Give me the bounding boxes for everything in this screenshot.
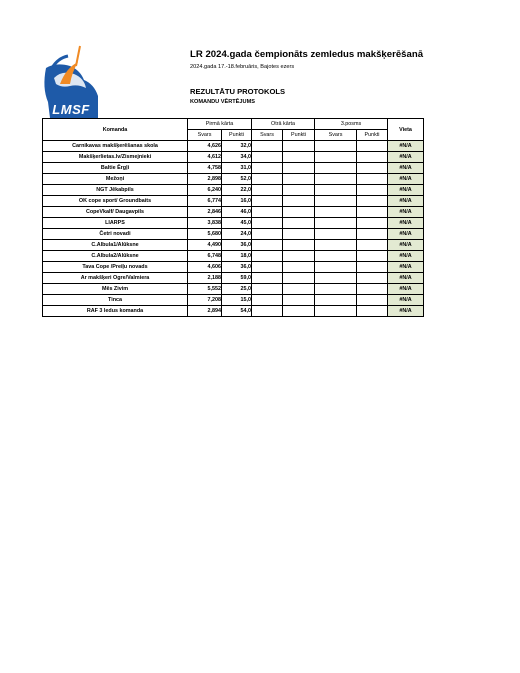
team-name-cell: C.Albula1/Alūksne <box>43 240 188 251</box>
round1-weight-cell: 6,240 <box>188 185 222 196</box>
table-row <box>43 196 424 207</box>
round3-weight-cell <box>315 251 357 262</box>
round2-points-cell <box>283 174 315 185</box>
team-name-cell: RAF 3 ledus komanda <box>43 306 188 317</box>
table-row <box>43 174 424 185</box>
place-cell: #N/A <box>388 240 424 251</box>
round1-points-cell: 22,0 <box>222 185 252 196</box>
round1-weight-cell: 6,748 <box>188 251 222 262</box>
round1-weight-cell: 2,894 <box>188 306 222 317</box>
round3-weight-cell <box>315 262 357 273</box>
round3-points-cell <box>357 240 388 251</box>
col-header-weight: Svars <box>188 130 222 141</box>
col-header-weight: Svars <box>252 130 283 141</box>
round3-points-cell <box>357 163 388 174</box>
place-cell: #N/A <box>388 196 424 207</box>
round2-weight-cell <box>252 163 283 174</box>
table-row <box>43 306 424 317</box>
round1-points-cell: 31,0 <box>222 163 252 174</box>
round3-weight-cell <box>315 174 357 185</box>
place-cell: #N/A <box>388 152 424 163</box>
event-date-location: 2024.gada 17.-18.februāris, Bajotes ezers <box>190 64 295 70</box>
round1-points-cell: 34,0 <box>222 152 252 163</box>
round3-weight-cell <box>315 273 357 284</box>
team-name-cell: Carnikavas makšķerēšanas skola <box>43 141 188 152</box>
place-cell: #N/A <box>388 306 424 317</box>
team-name-cell: Baltie Ērgļi <box>43 163 188 174</box>
col-header-weight: Svars <box>315 130 357 141</box>
team-name-cell: Četri novadi <box>43 229 188 240</box>
round2-points-cell <box>283 295 315 306</box>
team-name-cell: OK cope sport/ Groundbaits <box>43 196 188 207</box>
round3-points-cell <box>357 196 388 207</box>
team-name-cell: C.Albula2/Alūksne <box>43 251 188 262</box>
round3-weight-cell <box>315 218 357 229</box>
round3-weight-cell <box>315 163 357 174</box>
table-row <box>43 152 424 163</box>
round1-weight-cell: 7,208 <box>188 295 222 306</box>
col-header-place: Vieta <box>388 119 424 141</box>
round3-weight-cell <box>315 229 357 240</box>
col-header-points: Punkti <box>283 130 315 141</box>
round3-weight-cell <box>315 141 357 152</box>
round1-weight-cell: 2,188 <box>188 273 222 284</box>
round2-weight-cell <box>252 185 283 196</box>
table-row <box>43 163 424 174</box>
place-cell: #N/A <box>388 229 424 240</box>
round2-points-cell <box>283 284 315 295</box>
place-cell: #N/A <box>388 273 424 284</box>
round1-points-cell: 25,0 <box>222 284 252 295</box>
round3-points-cell <box>357 152 388 163</box>
round2-points-cell <box>283 185 315 196</box>
round2-weight-cell <box>252 174 283 185</box>
round2-points-cell <box>283 152 315 163</box>
round3-weight-cell <box>315 207 357 218</box>
round2-weight-cell <box>252 240 283 251</box>
round3-points-cell <box>357 251 388 262</box>
team-name-cell: Mežoņi <box>43 174 188 185</box>
round2-points-cell <box>283 273 315 284</box>
table-row <box>43 229 424 240</box>
table-row <box>43 240 424 251</box>
table-row <box>43 218 424 229</box>
place-cell: #N/A <box>388 174 424 185</box>
team-name-cell: Mēs Zivim <box>43 284 188 295</box>
round1-points-cell: 18,0 <box>222 251 252 262</box>
round1-weight-cell: 5,552 <box>188 284 222 295</box>
team-name-cell: Tava Cope /Preiļu novads <box>43 262 188 273</box>
round3-points-cell <box>357 306 388 317</box>
evaluation-heading: KOMANDU VĒRTĒJUMS <box>190 99 255 105</box>
round2-points-cell <box>283 218 315 229</box>
table-row <box>43 251 424 262</box>
table-row <box>43 141 424 152</box>
results-table <box>42 118 424 317</box>
round3-weight-cell <box>315 240 357 251</box>
round2-points-cell <box>283 229 315 240</box>
round1-points-cell: 15,0 <box>222 295 252 306</box>
round3-points-cell <box>357 273 388 284</box>
round1-points-cell: 52,0 <box>222 174 252 185</box>
round1-weight-cell: 4,490 <box>188 240 222 251</box>
round2-weight-cell <box>252 284 283 295</box>
round3-points-cell <box>357 207 388 218</box>
round1-points-cell: 46,0 <box>222 207 252 218</box>
round1-points-cell: 45,0 <box>222 218 252 229</box>
round1-points-cell: 54,0 <box>222 306 252 317</box>
team-name-cell: CopeVkalf/ Daugavpils <box>43 207 188 218</box>
logo-text: LMSF <box>52 102 90 117</box>
round2-points-cell <box>283 306 315 317</box>
table-row <box>43 295 424 306</box>
place-cell: #N/A <box>388 284 424 295</box>
team-name-cell: Makšķerlietas.lv/Zismejnieki <box>43 152 188 163</box>
col-header-round-1: Pirmā kārta <box>188 119 252 130</box>
round1-points-cell: 59,0 <box>222 273 252 284</box>
table-row <box>43 185 424 196</box>
round2-weight-cell <box>252 229 283 240</box>
round1-points-cell: 36,0 <box>222 240 252 251</box>
place-cell: #N/A <box>388 295 424 306</box>
round1-weight-cell: 4,606 <box>188 262 222 273</box>
round2-points-cell <box>283 251 315 262</box>
col-header-round-2: Otrā kārta <box>252 119 315 130</box>
round1-weight-cell: 2,846 <box>188 207 222 218</box>
round2-points-cell <box>283 240 315 251</box>
round2-weight-cell <box>252 295 283 306</box>
table-row <box>43 273 424 284</box>
round2-weight-cell <box>252 152 283 163</box>
round1-weight-cell: 3,838 <box>188 218 222 229</box>
round3-weight-cell <box>315 284 357 295</box>
round2-weight-cell <box>252 196 283 207</box>
table-row <box>43 207 424 218</box>
team-name-cell: NGT Jēkabpils <box>43 185 188 196</box>
team-name-cell: Ar makšķeri Ogre/Valmiera <box>43 273 188 284</box>
page-title: LR 2024.gada čempionāts zemledus makšķerēšanā <box>190 49 424 60</box>
round2-weight-cell <box>252 251 283 262</box>
team-name-cell: LIARPS <box>43 218 188 229</box>
round3-points-cell <box>357 295 388 306</box>
place-cell: #N/A <box>388 262 424 273</box>
round2-points-cell <box>283 163 315 174</box>
round3-points-cell <box>357 174 388 185</box>
round3-weight-cell <box>315 295 357 306</box>
round1-points-cell: 32,0 <box>222 141 252 152</box>
col-header-points: Punkti <box>357 130 388 141</box>
round2-points-cell <box>283 262 315 273</box>
round3-points-cell <box>357 284 388 295</box>
place-cell: #N/A <box>388 218 424 229</box>
round2-weight-cell <box>252 273 283 284</box>
round2-points-cell <box>283 141 315 152</box>
header-row-rounds <box>43 119 424 130</box>
round1-weight-cell: 2,898 <box>188 174 222 185</box>
table-row <box>43 284 424 295</box>
round1-points-cell: 24,0 <box>222 229 252 240</box>
round3-weight-cell <box>315 185 357 196</box>
place-cell: #N/A <box>388 185 424 196</box>
round1-points-cell: 36,0 <box>222 262 252 273</box>
place-cell: #N/A <box>388 207 424 218</box>
protocol-heading: REZULTĀTU PROTOKOLS <box>190 87 286 96</box>
round1-points-cell: 16,0 <box>222 196 252 207</box>
round3-weight-cell <box>315 152 357 163</box>
team-name-cell: Tinca <box>43 295 188 306</box>
round2-weight-cell <box>252 141 283 152</box>
round2-points-cell <box>283 207 315 218</box>
lmsf-logo <box>40 44 102 120</box>
round3-points-cell <box>357 262 388 273</box>
round2-weight-cell <box>252 262 283 273</box>
round2-weight-cell <box>252 218 283 229</box>
round3-weight-cell <box>315 196 357 207</box>
round1-weight-cell: 5,680 <box>188 229 222 240</box>
round2-weight-cell <box>252 306 283 317</box>
round1-weight-cell: 4,626 <box>188 141 222 152</box>
round3-points-cell <box>357 218 388 229</box>
col-header-points: Punkti <box>222 130 252 141</box>
round2-weight-cell <box>252 207 283 218</box>
table-row <box>43 262 424 273</box>
round1-weight-cell: 4,612 <box>188 152 222 163</box>
place-cell: #N/A <box>388 251 424 262</box>
round3-points-cell <box>357 229 388 240</box>
col-header-team: Komanda <box>43 119 188 141</box>
round3-points-cell <box>357 141 388 152</box>
round3-points-cell <box>357 185 388 196</box>
round2-points-cell <box>283 196 315 207</box>
round3-weight-cell <box>315 306 357 317</box>
place-cell: #N/A <box>388 163 424 174</box>
place-cell: #N/A <box>388 141 424 152</box>
col-header-round-3: 3.posms <box>315 119 388 130</box>
round1-weight-cell: 6,774 <box>188 196 222 207</box>
round1-weight-cell: 4,758 <box>188 163 222 174</box>
